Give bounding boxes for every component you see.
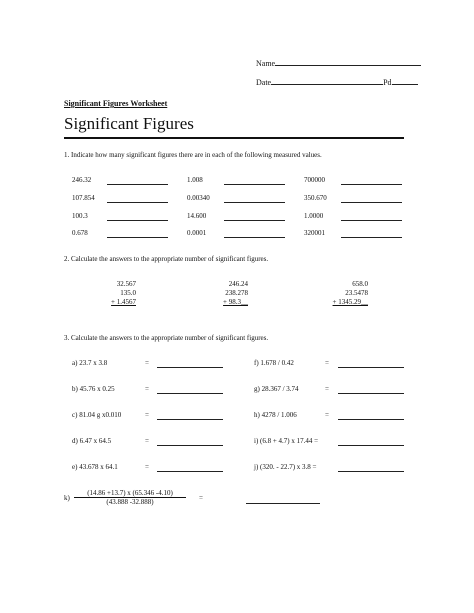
q1-answer-line[interactable] [107, 202, 168, 203]
title-divider [64, 137, 404, 139]
k-label: k) [64, 494, 70, 502]
q2-problem [200, 280, 248, 307]
k-answer-line[interactable] [246, 503, 320, 504]
equals-sign: = [145, 359, 149, 367]
q2-problem [310, 280, 368, 307]
q3-problem: i) (6.8 + 4.7) x 17.44 = [254, 437, 319, 445]
q2-problem [88, 280, 136, 307]
q1-answer-line[interactable] [107, 220, 168, 221]
equals-sign: = [199, 494, 203, 502]
q1-prompt: 1. Indicate how many significant figures there are in each of the following measured values. [64, 151, 322, 159]
q1-answer-line[interactable] [224, 220, 285, 221]
q3-problem: a) 23.7 x 3.8 [72, 359, 108, 367]
q3-answer-line[interactable] [157, 393, 223, 394]
q1-answer-line[interactable] [341, 220, 402, 221]
q1-value: 700000 [304, 176, 325, 184]
q2-addend: 23.5478 [345, 289, 368, 297]
q2-addend: 32.567 [116, 280, 136, 288]
q2-addend: 135.0 [120, 289, 136, 297]
name-line [256, 57, 421, 68]
q3-answer-line[interactable] [157, 471, 223, 472]
k-fraction [74, 489, 186, 506]
q1-value: 0.0001 [187, 229, 207, 237]
q2-addend: 238.278 [225, 289, 248, 297]
q1-answer-line[interactable] [107, 184, 168, 185]
q1-value: 1.0000 [304, 212, 324, 220]
q3-problem: f) 1.678 / 0.42 [254, 359, 294, 367]
q1-answer-line[interactable] [341, 202, 402, 203]
equals-sign: = [325, 385, 329, 393]
q1-answer-line[interactable] [224, 202, 285, 203]
q3-problem: b) 45.76 x 0.25 [72, 385, 115, 393]
q2-addend: + 1345.29__ [332, 298, 368, 306]
q3-answer-line[interactable] [157, 419, 223, 420]
k-denominator: (43.888 -32.888) [106, 498, 154, 506]
q1-value: 100.3 [72, 212, 88, 220]
q3-answer-line[interactable] [338, 445, 404, 446]
q3-answer-line[interactable] [157, 367, 223, 368]
k-numerator: (14.86 +13.7) x (65.346 -4.10) [74, 489, 186, 498]
q1-answer-line[interactable] [107, 237, 168, 238]
equals-sign: = [145, 385, 149, 393]
worksheet-subtitle: Significant Figures Worksheet [64, 99, 168, 108]
q2-prompt: 2. Calculate the answers to the appropriate number of significant figures. [64, 255, 269, 263]
q2-addend: + 98.3__ [223, 298, 248, 306]
equals-sign: = [145, 463, 149, 471]
name-field[interactable] [275, 57, 421, 66]
q1-value: 0.00340 [187, 194, 210, 202]
q2-addend: 658.0 [352, 280, 368, 288]
q2-addend: 246.24 [228, 280, 248, 288]
q3-problem: g) 28.367 / 3.74 [254, 385, 299, 393]
equals-sign: = [145, 437, 149, 445]
q1-answer-line[interactable] [224, 184, 285, 185]
page-title: Significant Figures [64, 114, 194, 133]
q3-answer-line[interactable] [338, 393, 404, 394]
q3-problem: d) 6.47 x 64.5 [72, 437, 112, 445]
q1-answer-line[interactable] [224, 237, 285, 238]
name-label: Name [256, 59, 276, 68]
date-line [256, 76, 418, 87]
q3-problem: c) 81.04 g x0.010 [72, 411, 122, 419]
date-field[interactable] [271, 76, 383, 85]
q3-answer-line[interactable] [157, 445, 223, 446]
q3-problem: j) (320. - 22.7) x 3.8 = [254, 463, 317, 471]
q1-value: 107.854 [72, 194, 95, 202]
q3-answer-line[interactable] [338, 471, 404, 472]
q1-value: 14.600 [187, 212, 207, 220]
q3-problem: e) 43.678 x 64.1 [72, 463, 118, 471]
q1-answer-line[interactable] [341, 237, 402, 238]
q2-addend: + 1.4567 [111, 298, 136, 306]
date-label: Date [256, 78, 272, 87]
q3-prompt: 3. Calculate the answers to the appropriate number of significant figures. [64, 334, 269, 342]
equals-sign: = [325, 359, 329, 367]
q1-value: 350.670 [304, 194, 327, 202]
equals-sign: = [145, 411, 149, 419]
equals-sign: = [325, 411, 329, 419]
q1-value: 320001 [304, 229, 325, 237]
pd-field[interactable] [392, 76, 418, 85]
q1-value: 0.678 [72, 229, 88, 237]
q1-answer-line[interactable] [341, 184, 402, 185]
q3-problem: h) 4278 / 1.006 [254, 411, 297, 419]
pd-label: Pd [383, 78, 392, 87]
q1-value: 1.008 [187, 176, 203, 184]
q1-value: 246.32 [72, 176, 92, 184]
q3-answer-line[interactable] [338, 419, 404, 420]
q3-answer-line[interactable] [338, 367, 404, 368]
